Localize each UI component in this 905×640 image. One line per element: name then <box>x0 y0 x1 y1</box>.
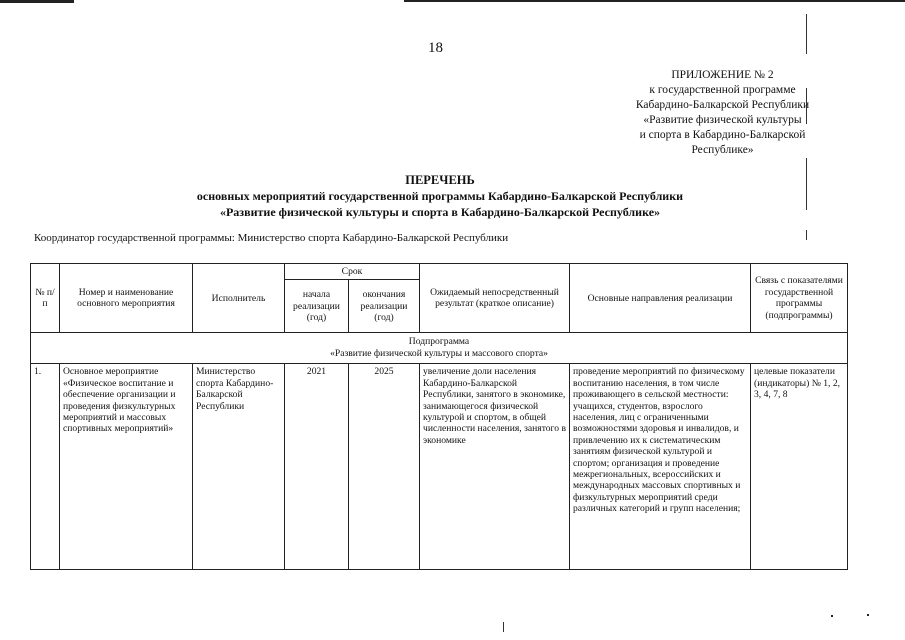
document-subtitle-line: «Развитие физической культуры и спорта в Кабардино-Балкарской Республике» <box>219 205 661 219</box>
row-name: Основное мероприятие «Физическое воспитание и обеспечение организации и проведения физкультурных мероприятий и массовых спортивных мероприятий» <box>60 364 193 570</box>
scan-margin-mark <box>806 14 807 54</box>
header-executor: Исполнитель <box>193 264 285 333</box>
subprogram-cell <box>31 333 848 364</box>
coordinator-line: Координатор государственной программы: Министерство спорта Кабардино-Балкарской Республики <box>34 232 509 244</box>
document-title: ПЕРЕЧЕНЬ <box>405 173 475 187</box>
appendix-line: и спорта в Кабардино-Балкарской <box>639 129 806 141</box>
scan-edge-line <box>0 0 74 3</box>
row-result: увеличение доли населения Кабардино-Балкарской Республики, занятого в экономике, занимающегося физической культурой и спортом, в общей численности населения, занятого в экономике <box>420 364 570 570</box>
header-num: № п/п <box>31 264 60 333</box>
row-directions: проведение мероприятий по физическому воспитанию населения, в том числе проживающего в сельской местности: учащихся, студентов, взрослого населения, лиц с ограниченными возможностями здоровья и инвалидов, и привлечению их к систематическим занятиям физической культурой и спортом; организация и проведение межрегиональных, всероссийских и международных массовых спортивных и физкультурных мероприятий среди различных категорий и групп населения; <box>570 364 751 570</box>
row-link: целевые показатели (индикаторы) № 1, 2, 3, 4, 7, 8 <box>751 364 848 570</box>
header-directions: Основные направления реализации <box>570 264 751 333</box>
subprogram-label: Подпрограмма <box>408 336 470 348</box>
appendix-block <box>600 68 845 158</box>
row-end-year: 2025 <box>349 364 420 570</box>
scan-margin-mark <box>806 230 807 240</box>
appendix-line: ПРИЛОЖЕНИЕ № 2 <box>671 69 774 81</box>
appendix-line: Республике» <box>691 144 754 156</box>
appendix-line: к государственной программе <box>649 84 796 96</box>
measures-table <box>30 263 848 570</box>
scan-speck <box>867 614 869 616</box>
appendix-line: Кабардино-Балкарской Республики <box>635 99 810 111</box>
row-num: 1. <box>31 364 60 570</box>
header-name: Номер и наименование основного мероприятия <box>60 264 193 333</box>
table-row <box>31 364 848 570</box>
row-start-year: 2021 <box>285 364 349 570</box>
scan-margin-mark <box>503 622 504 632</box>
subprogram-title: «Развитие физической культуры и массового спорта» <box>330 348 548 360</box>
appendix-line: «Развитие физической культуры <box>643 114 802 126</box>
header-end: окончания реализации (год) <box>349 280 420 333</box>
subprogram-row <box>31 333 848 364</box>
scan-speck <box>831 615 833 617</box>
page-number: 18 <box>428 40 443 56</box>
scan-margin-mark <box>806 158 807 210</box>
header-term: Срок <box>285 264 420 280</box>
header-link: Связь с показателями государственной программы (подпрограммы) <box>751 264 848 333</box>
scan-edge-line <box>404 0 905 2</box>
document-heading <box>100 172 780 220</box>
header-start: начала реализации (год) <box>285 280 349 333</box>
document-subtitle-line: основных мероприятий государственной программы Кабардино-Балкарской Республики <box>196 189 684 203</box>
table-header-row <box>31 264 848 280</box>
row-executor: Министерство спорта Кабардино-Балкарской Республики <box>193 364 285 570</box>
header-result: Ожидаемый непосредственный результат (краткое описание) <box>420 264 570 333</box>
